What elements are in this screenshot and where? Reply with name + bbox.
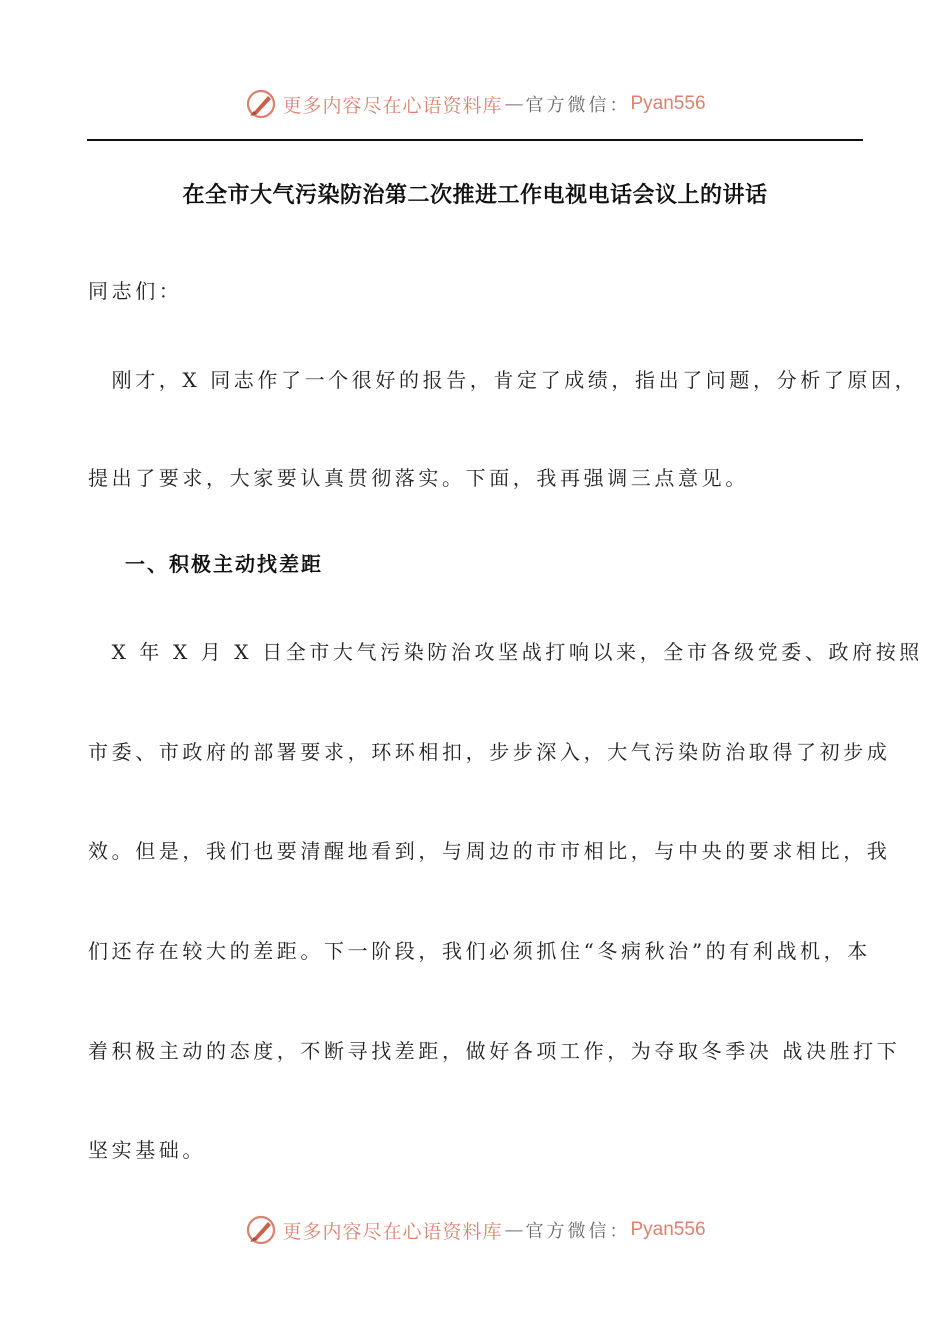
pen-logo-icon <box>244 1213 278 1247</box>
header-watermark <box>0 84 950 124</box>
pen-logo-icon <box>244 87 278 121</box>
watermark-separator: — <box>504 93 524 115</box>
paragraph-line: 着积极主动的态度，不断寻找差距，做好各项工作，为夺取冬季决 战决胜打下 <box>88 1039 901 1063</box>
watermark-separator: — <box>504 1219 524 1241</box>
paragraph-line: X 年 X 月 X 日全市大气污染防治攻坚战打响以来，全市各级党委、政府按照 <box>88 640 923 664</box>
paragraph-line: 刚才，X 同志作了一个很好的报告，肯定了成绩，指出了问题，分析了原因， <box>88 368 919 392</box>
paragraph-line: 效。但是，我们也要清醒地看到，与周边的市市相比，与中央的要求相比，我 <box>88 839 891 863</box>
watermark-wechat-id: Pyan556 <box>630 93 706 114</box>
paragraph-line: 市委、市政府的部署要求，环环相扣，步步深入，大气污染防治取得了初步成 <box>88 740 891 764</box>
paragraph-line: 坚实基础。 <box>88 1138 206 1162</box>
paragraph-line: 们还存在较大的差距。下一阶段，我们必须抓住“冬病秋治”的有利战机，本 <box>88 939 871 963</box>
watermark-brand: 更多内容尽在心语资料库 <box>282 94 503 117</box>
watermark-brand: 更多内容尽在心语资料库 <box>282 1220 503 1243</box>
document-title: 在全市大气污染防治第二次推进工作电视电话会议上的讲话 <box>182 183 768 208</box>
watermark-wechat-label: 官方微信： <box>525 95 631 116</box>
section-heading: 一、积极主动找差距 <box>125 552 323 576</box>
paragraph-line: 提出了要求，大家要认真贯彻落实。下面，我再强调三点意见。 <box>88 466 749 490</box>
footer-watermark <box>0 1210 950 1250</box>
watermark-wechat-label: 官方微信： <box>525 1221 631 1242</box>
watermark-wechat-id: Pyan556 <box>630 1219 706 1240</box>
header-divider <box>87 139 863 141</box>
salutation: 同志们： <box>88 279 183 303</box>
